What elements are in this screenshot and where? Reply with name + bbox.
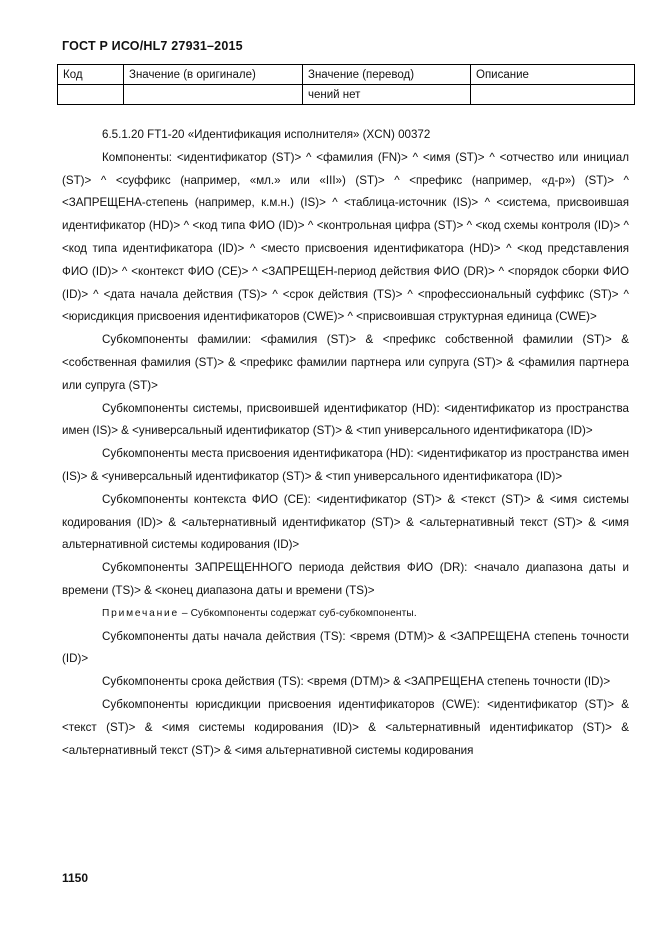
note — [62, 603, 629, 626]
column-header-code: Код — [58, 65, 124, 85]
table-row — [58, 85, 635, 105]
paragraph-family-subcomponents: Субкомпоненты фамилии: <фамилия (ST)> & <префикс собственной фамилии (ST)> & <собственная фамилия (ST)> & <префикс фамилии партнера или супруга (ST)> & <фамилия партнера или супруга (ST)> — [62, 333, 629, 392]
table-header-row — [58, 65, 635, 85]
paragraph-place-subcomponents: Субкомпоненты места присвоения идентификатора (HD): <идентификатор из пространства имен (IS)> & <универсальный идентификатор (ST)> & <тип универсального идентификатора (ID)> — [62, 447, 630, 483]
column-header-original-value: Значение (в оригинале) — [124, 65, 303, 85]
section-body — [62, 124, 629, 762]
table-cell-translated-value: чений нет — [303, 85, 471, 105]
paragraph-start-date-subcomponents: Субкомпоненты даты начала действия (TS): <время (DTM)> & <ЗАПРЕЩЕНА степень точности (ID)> — [62, 629, 629, 666]
document-header: ГОСТ Р ИСО/HL7 27931–2015 — [62, 39, 243, 53]
code-table — [57, 64, 635, 105]
note-text: – Субкомпоненты содержат суб-субкомпоненты. — [178, 607, 417, 619]
column-header-description: Описание — [471, 65, 635, 85]
table-cell-code — [58, 85, 124, 105]
table-cell-description — [471, 85, 635, 105]
table-cell-original-value — [124, 85, 303, 105]
note-label: Примечание — [102, 607, 179, 619]
section-heading: 6.5.1.20 FT1-20 «Идентификация исполнителя» (XCN) 00372 — [102, 128, 431, 141]
paragraph-expiry-subcomponents: Субкомпоненты срока действия (TS): <время (DTM)> & <ЗАПРЕЩЕНА степень точности (ID)> — [102, 675, 611, 689]
paragraph-jurisdiction-subcomponents: Субкомпоненты юрисдикции присвоения идентификаторов (CWE): <идентификатор (ST)> & <текст (ST)> & <имя системы кодирования (ID)> & <альтернативный идентификатор (ST)> & <альтернативный текст (ST)> & <имя альтернативной системы кодирования — [62, 697, 629, 757]
paragraph-components: Компоненты: <идентификатор (ST)> ^ <фамилия (FN)> ^ <имя (ST)> ^ <отчество или инициал (ST)> ^ <суффикс (например, «мл.» или «III») (ST)> ^ <префикс (например, «д-р») (ST)> ^ <ЗАПРЕЩЕНА-степень (например, к.м.н.) (IS)> ^ <таблица-источник (IS)> ^ <система, присвоившая идентификатор (HD)> ^ <код типа ФИО (ID)> ^ <контрольная цифра (ST)> ^ <код схемы контроля (ID)> ^ <код типа идентификатора (ID)> ^ <место присвоения идентификатора (HD)> ^ <код представления ФИО (ID)> ^ <контекст ФИО (CE)> ^ <ЗАПРЕЩЕН-период действия ФИО (DR)> ^ <порядок сборки ФИО (ID)> ^ <дата начала действия (TS)> ^ <срок действия (TS)> ^ <профессиональный суффикс (ST)> ^ <юрисдикция присвоения идентификаторов (CWE)> ^ <присвоившая структурная единица (CWE)> — [62, 150, 629, 324]
paragraph-system-subcomponents: Субкомпоненты системы, присвоившей идентификатор (HD): <идентификатор из пространства имен (IS)> & <универсальный идентификатор (ST)> & <тип универсального идентификатора (ID)> — [62, 401, 629, 438]
page-number: 1150 — [62, 871, 89, 885]
paragraph-context-subcomponents: Субкомпоненты контекста ФИО (CE): <идентификатор (ST)> & <текст (ST)> & <имя системы кодирования (ID)> & <альтернативный идентификатор (ST)> & <альтернативный текст (ST)> & <имя альтернативной системы кодирования (ID)> — [62, 492, 629, 552]
paragraph-period-subcomponents: Субкомпоненты ЗАПРЕЩЕННОГО периода действия ФИО (DR): <начало диапазона даты и времени (TS)> & <конец диапазона даты и времени (TS)> — [62, 561, 629, 597]
column-header-translated-value: Значение (перевод) — [303, 65, 471, 85]
